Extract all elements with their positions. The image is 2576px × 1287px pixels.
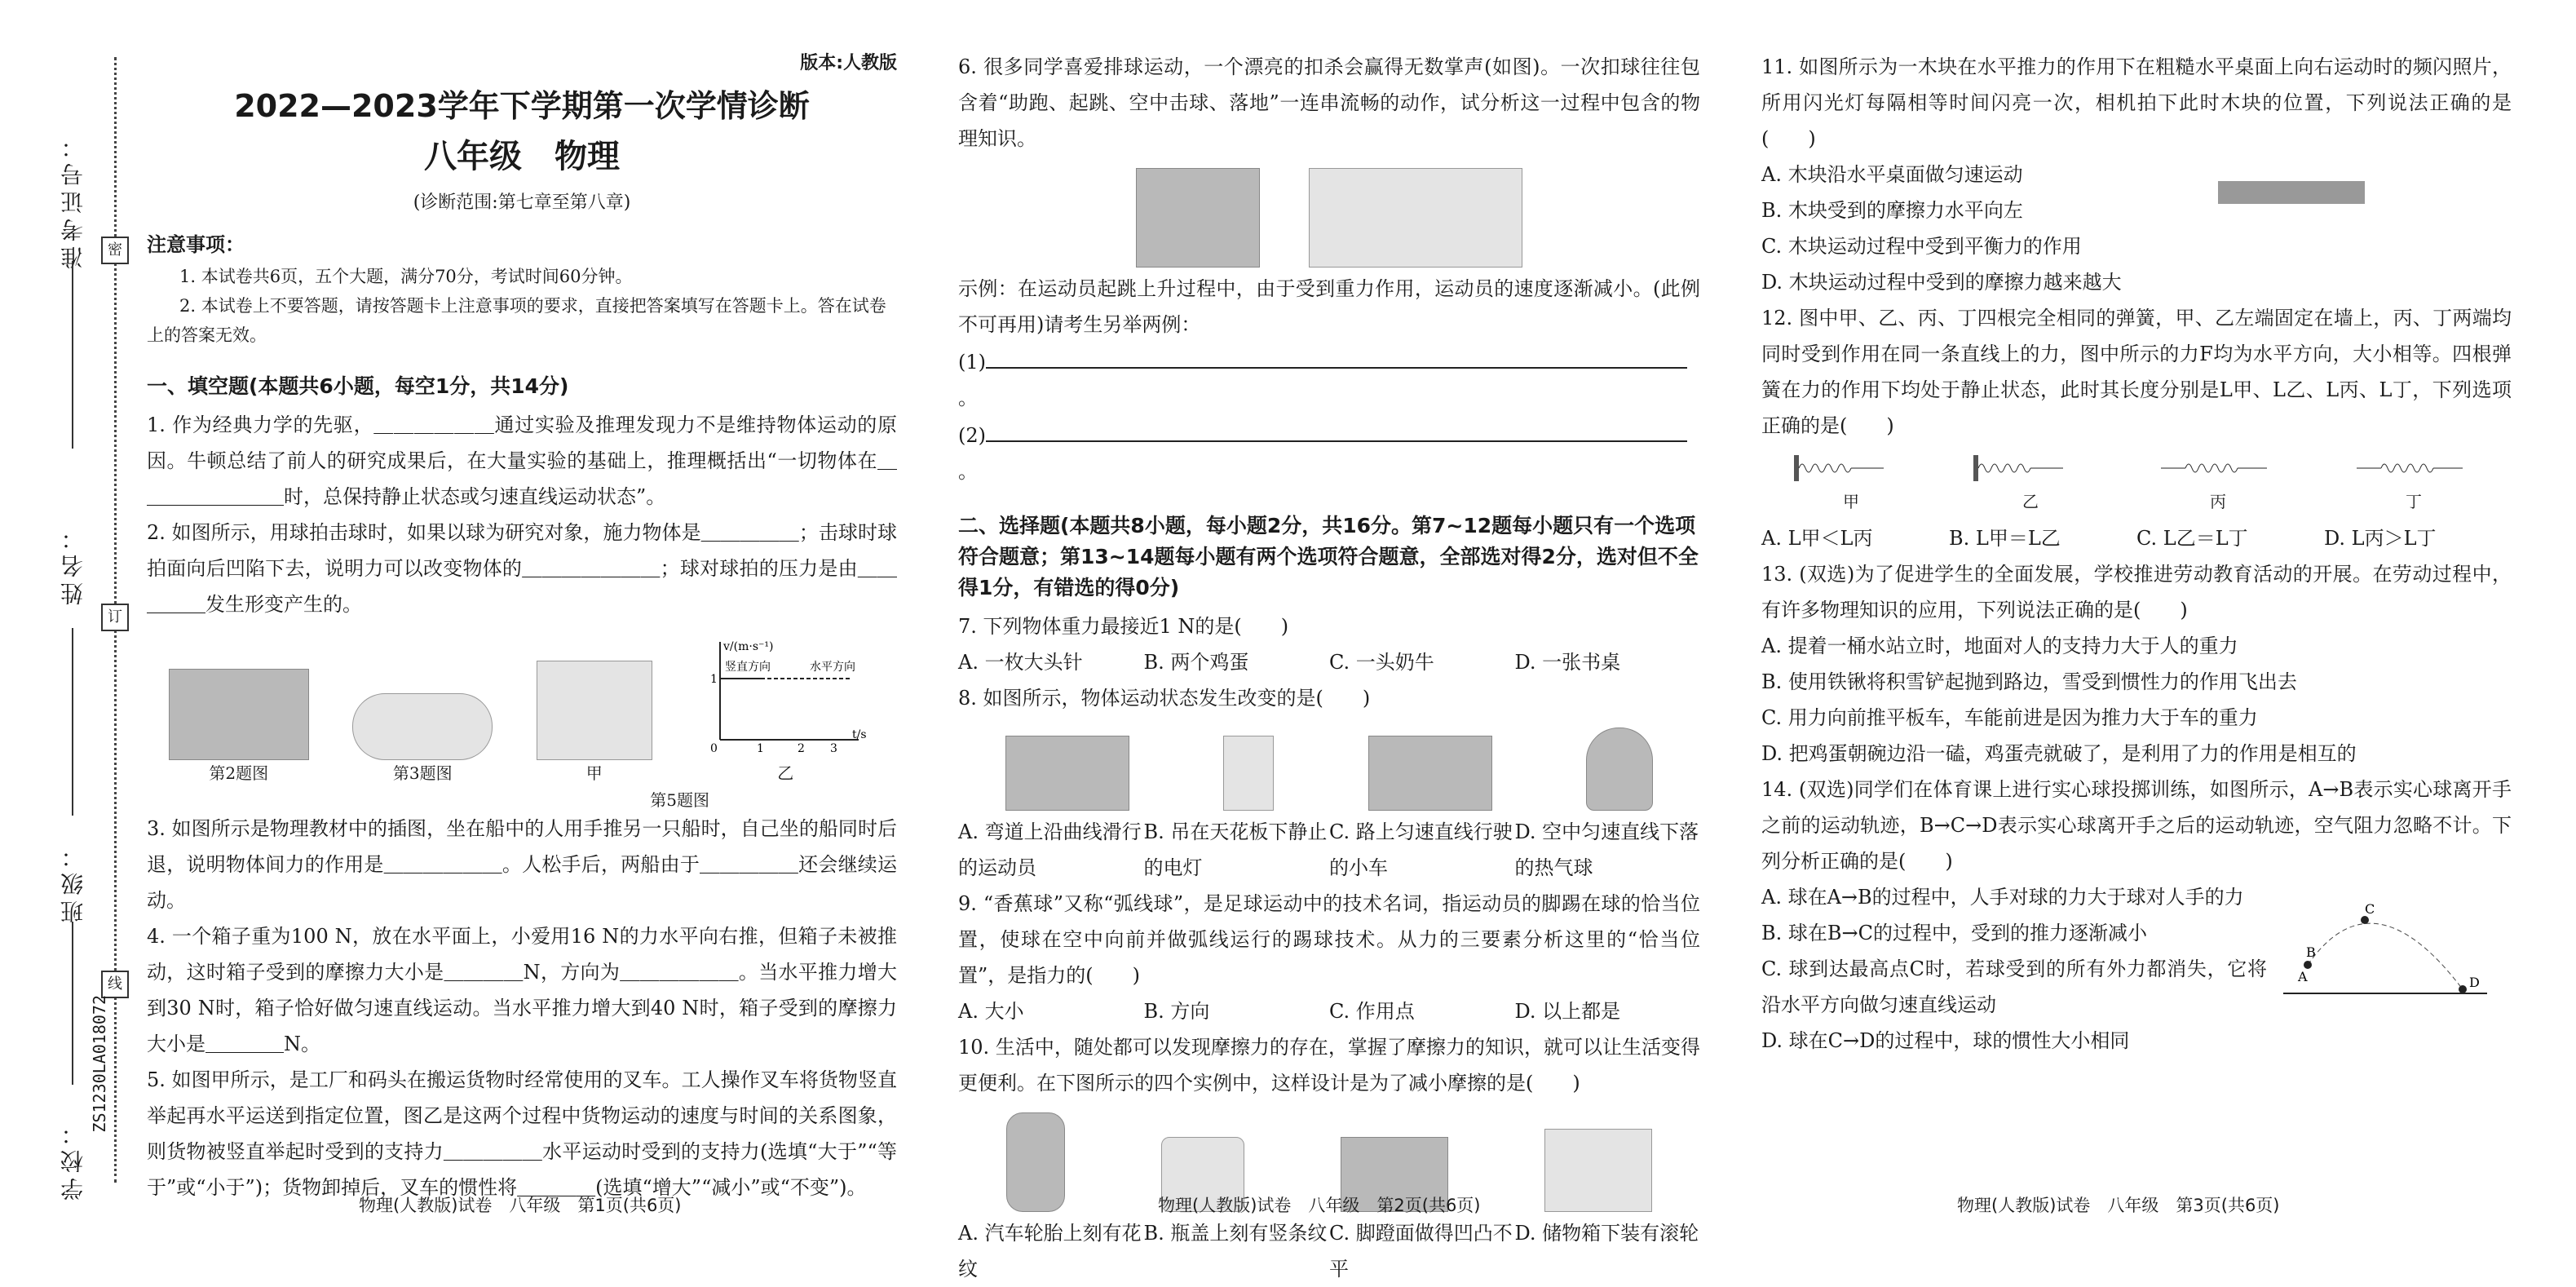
question-3: 3. 如图所示是物理教材中的插图，坐在船中的人用手推另一只船时，自己坐的船同时后退，说明物体间力的作用是＿＿＿＿＿＿。人松手后，两船由于＿＿＿＿＿还会继续运动。 [147,817,897,912]
period: 。 [958,387,978,409]
option[interactable]: B. 两个鸡蛋 [1143,651,1249,674]
options-q12 [1761,520,2512,556]
option[interactable]: A. 弯道上沿曲线滑行的运动员 [958,820,1142,879]
answer-line-1[interactable] [958,343,1700,416]
option[interactable]: D. 木块运动过程中受到的摩擦力越来越大 [1761,271,2122,294]
page-3 [1761,49,2512,1059]
spring-jia [1794,452,1908,512]
school-label: 学校： [60,1117,86,1201]
options-q9 [958,993,1700,1029]
figure-row [958,728,1700,811]
option[interactable]: C. 一头奶牛 [1329,651,1434,674]
question-12: 12. 图中甲、乙、丙、丁四根完全相同的弹簧，甲、乙左端固定在墙上，丙、丁两端均同时受到作用在同一条直线上的力，图中所示的力F均为水平方向，大小相等。四根弹簧在力的作用下均处于静止状态，此时其长度分别是L甲、L乙、L丙、L丁，下列选项正确的是( ) [1761,307,2512,437]
option[interactable]: B. 方向 [1143,1000,1210,1023]
exam-id-label: 准考证号： [60,130,86,269]
option[interactable]: B. L甲＝L乙 [1949,527,2061,550]
trajectory-diagram [2283,896,2495,1010]
notes-heading: 注意事项： [147,233,245,256]
velocity-time-graph [696,634,875,756]
page-2 [958,49,1700,1287]
option[interactable]: B. 球在B→C的过程中，受到的推力逐渐减小 [1761,922,2148,944]
options-q10 [958,1215,1700,1287]
page-footer: 物理(人教版)试卷 八年级 第1页(共6页) [359,1196,682,1215]
trajectory-path [2308,923,2463,989]
graph-line-label: 竖直方向 [725,661,771,674]
note-item: 2. 本试卷上不要答题，请按答题卡上注意事项的要求，直接把答案填写在答题卡上。答在试卷上的答案无效。 [147,296,886,345]
option[interactable]: A. 汽车轮胎上刻有花纹 [958,1222,1142,1280]
question-14: 14. (双选)同学们在体育课上进行实心球投掷训练，如图所示，A→B表示实心球离开手之前的运动轨迹，B→C→D表示实心球离开手之后的运动轨迹，空气阻力忽略不计。下列分析正确的是( ) [1761,778,2512,873]
exam-subtitle: 八年级 物理 [424,138,620,175]
figure-q5-yi [696,634,875,784]
option[interactable]: B. 吊在天花板下静止的电灯 [1143,820,1328,879]
question-9: 9. “香蕉球”又称“弧线球”，是足球运动中的技术名词，指运动员的脚踢在球的恰当位置，使球在空中向前并做弧线运行的踢球技术。从力的三要素分析这里的“恰当位置”，是指力的( ) [958,892,1700,987]
option[interactable]: C. 用力向前推平板车，车能前进是因为推力大于车的重力 [1761,706,2258,729]
option[interactable]: C. 脚蹬面做得凹凸不平 [1329,1222,1513,1280]
seal-mark: 订 [101,604,129,631]
exam-title: 2022—2023学年下学期第一次学情诊断 [234,88,810,124]
options-q7 [958,644,1700,680]
options-q8 [958,814,1700,886]
tick-label: 2 [798,742,806,755]
page-footer: 物理(人教版)试卷 八年级 第3页(共6页) [1957,1196,2280,1215]
spring-bing [2153,452,2283,512]
forklift-image [537,661,652,760]
volleyball-sequence-sketch [1309,168,1522,268]
hot-air-balloon-photo [1586,728,1653,811]
question-13: 13. (双选)为了促进学生的全面发展，学校推进劳动教育活动的开展。在劳动过程中，有许多物理知识的应用，下列说法正确的是( ) [1761,563,2512,621]
tick-label: 1 [757,742,765,755]
question-10: 10. 生活中，随处都可以发现摩擦力的存在，掌握了摩擦力的知识，就可以让生活变得更便利。在下图所示的四个实例中，这样设计是为了减小摩擦的是( ) [958,1036,1700,1095]
option[interactable]: C. 作用点 [1329,1000,1415,1023]
volleyball-photo [1136,168,1260,268]
options-q14 [1761,879,2512,1059]
figure-row [958,168,1700,268]
question-7: 7. 下列物体重力最接近1 N的是( ) [958,615,1289,638]
name-field[interactable] [72,628,73,816]
answer-label: (1) [958,351,986,374]
hanging-lamp-sketch [1223,736,1274,811]
class-label: 班级： [60,840,86,923]
tick-label: 3 [830,742,838,755]
point-label: C [2365,901,2375,917]
question-2: 2. 如图所示，用球拍击球时，如果以球为研究对象，施力物体是＿＿＿＿＿；击球时球拍面向后凹陷下去，说明力可以改变物体的＿＿＿＿＿＿＿；球对球拍的压力是由＿＿＿＿＿发生形变产生的。 [147,521,897,616]
graph-ylabel: v/(m·s⁻¹) [723,640,774,653]
skaters-photo [1005,736,1129,811]
figure-caption: 第2题图 [209,763,269,783]
tick-label: 1 [710,673,718,686]
exam-scope: (诊断范围:第七章至第八章) [413,192,631,213]
figure-caption: 第5题图 [650,790,709,810]
storage-box-photo [1544,1129,1652,1212]
option[interactable]: A. L甲＜L丙 [1761,527,1873,550]
option[interactable]: D. 球在C→D的过程中，球的惯性大小相同 [1761,1029,2130,1052]
strobe-photo [2218,181,2365,204]
answer-label: (2) [958,424,986,447]
tick-label: 0 [710,742,718,755]
option[interactable]: D. 储物箱下装有滚轮 [1514,1222,1699,1245]
paper-code: ZS1230LA018072 [90,995,109,1133]
figure-q3 [352,693,493,784]
exam-id-field[interactable] [72,261,73,449]
option[interactable]: A. 球在A→B的过程中，人手对球的力大于球对人手的力 [1761,886,2244,909]
page-1 [147,49,897,1205]
question-1: 1. 作为经典力学的先驱，＿＿＿＿＿＿通过实验及推理发现力不是维持物体运动的原因。牛顿总结了前人的研究成果后，在大量实验的基础上，推理概括出“一切物体在＿＿＿＿＿＿＿＿时，总保持静止状态或匀速直线运动状态”。 [147,414,897,508]
option[interactable]: A. 提着一桶水站立时，地面对人的支持力大于人的重力 [1761,635,2238,657]
figure-caption: 甲 [585,763,603,783]
binding-margin [0,0,122,1242]
option[interactable]: A. 大小 [958,1000,1024,1023]
name-label: 姓名： [60,522,86,605]
option[interactable]: D. 空中匀速直线下落的热气球 [1514,820,1699,879]
option[interactable]: D. 一张书桌 [1514,651,1621,674]
option[interactable]: A. 一枚大头针 [958,651,1083,674]
tire-photo [1006,1112,1065,1212]
figure-q5-jia [537,661,652,784]
option[interactable]: D. 把鸡蛋朝碗边沿一磕，鸡蛋壳就破了，是利用了力的作用是相互的 [1761,742,2357,765]
option[interactable]: C. 球到达最高点C时，若球受到的所有外力都消失，它将沿水平方向做匀速直线运动 [1761,958,2267,1016]
point-label: A [2298,969,2308,984]
question-5: 5. 如图甲所示，是工厂和码头在搬运货物时经常使用的叉车。工人操作叉车将货物竖直举起再水平运送到指定位置，图乙是这两个过程中货物运动的速度与时间的关系图象，则货物被竖直举起时受到的支持力＿＿＿＿＿水平运动时受到的支持力(选填“大于”“等于”或“小于”)；货物卸掉后，叉车的惯性将＿＿＿＿(选填“增大”“减小”或“不变”)。 [147,1068,897,1199]
option[interactable]: C. 木块运动过程中受到平衡力的作用 [1761,235,2082,258]
question-11: 11. 如图所示为一木块在水平推力的作用下在粗糙水平桌面上向右运动时的频闪照片，所用闪光灯每隔相等时间闪亮一次，相机拍下此时木块的位置，下列说法正确的是( ) [1761,55,2512,150]
question-4: 4. 一个箱子重为100 N，放在水平面上，小爱用16 N的力水平向右推，但箱子未被推动，这时箱子受到的摩擦力大小是＿＿＿＿N，方向为＿＿＿＿＿＿。当水平推力增大到30 N时，箱子恰好做匀速直线运动。当水平推力增大到40 N时，箱子受到的摩擦力大小是＿＿＿＿N。 [147,925,897,1055]
page-footer: 物理(人教版)试卷 八年级 第2页(共6页) [1158,1196,1481,1215]
point-label: B [2306,944,2316,960]
section-heading: 一、填空题(本题共6小题，每空1分，共14分) [147,374,569,398]
tennis-player-image [169,669,309,760]
spring-figures [1761,452,2512,512]
spring-yi [1973,452,2088,512]
option[interactable]: C. 路上匀速直线行驶的小车 [1329,820,1513,879]
blank[interactable] [986,343,1687,369]
section-heading: 二、选择题(本题共8小题，每小题2分，共16分。第7~12题每小题只有一个选项符合题意；第13~14题每小题有两个选项符合题意，全部选对得2分，选对但不全得1分，有错选的得0分) [958,514,1699,599]
option[interactable]: A. 木块沿水平桌面做匀速运动 [1761,163,2023,186]
option[interactable]: B. 瓶盖上刻有竖条纹 [1143,1222,1328,1245]
period: 。 [958,460,978,483]
option[interactable]: D. L丙＞L丁 [2324,527,2437,550]
question-6-example: 示例：在运动员起跳上升过程中，由于受到重力作用，运动员的速度逐渐减小。(此例不可再用)请考生另举两例： [958,277,1700,336]
seal-mark: 线 [101,971,129,998]
figure-row [147,634,897,784]
option[interactable]: B. 使用铁锹将积雪铲起抛到路边，雪受到惯性力的作用飞出去 [1761,670,2297,693]
figure-caption: 乙 [777,763,794,783]
figure-q2 [169,669,309,784]
boat-image [352,693,493,760]
blank[interactable] [986,416,1687,442]
answer-line-2[interactable] [958,416,1700,489]
car-photo [1368,736,1492,811]
graph-xlabel: t/s [852,728,867,741]
note-item: 1. 本试卷共6页，五个大题，满分70分，考试时间60分钟。 [179,267,633,286]
option[interactable]: C. L乙＝L丁 [2136,527,2248,550]
option[interactable]: D. 以上都是 [1514,1000,1621,1023]
spring-label: 丁 [2406,492,2422,511]
seal-mark: 密 [101,237,129,264]
graph-line-label: 水平方向 [810,661,856,674]
spring-label: 甲 [1843,492,1859,511]
spring-ding [2348,452,2479,512]
spring-label: 乙 [2022,492,2039,511]
options-q11 [1761,157,2512,300]
question-8: 8. 如图所示，物体运动状态发生改变的是( ) [958,687,1371,710]
figure-caption: 第3题图 [392,763,453,783]
point-label: D [2469,975,2480,990]
version-label: 版本:人教版 [800,53,897,73]
spring-label: 丙 [2210,492,2226,511]
question-6: 6. 很多同学喜爱排球运动，一个漂亮的扣杀会赢得无数掌声(如图)。一次扣球往往包含着“助跑、起跳、空中击球、落地”一连串流畅的动作，试分析这一过程中包含的物理知识。 [958,55,1700,150]
class-field[interactable] [72,922,73,1085]
option[interactable]: B. 木块受到的摩擦力水平向左 [1761,199,2023,222]
